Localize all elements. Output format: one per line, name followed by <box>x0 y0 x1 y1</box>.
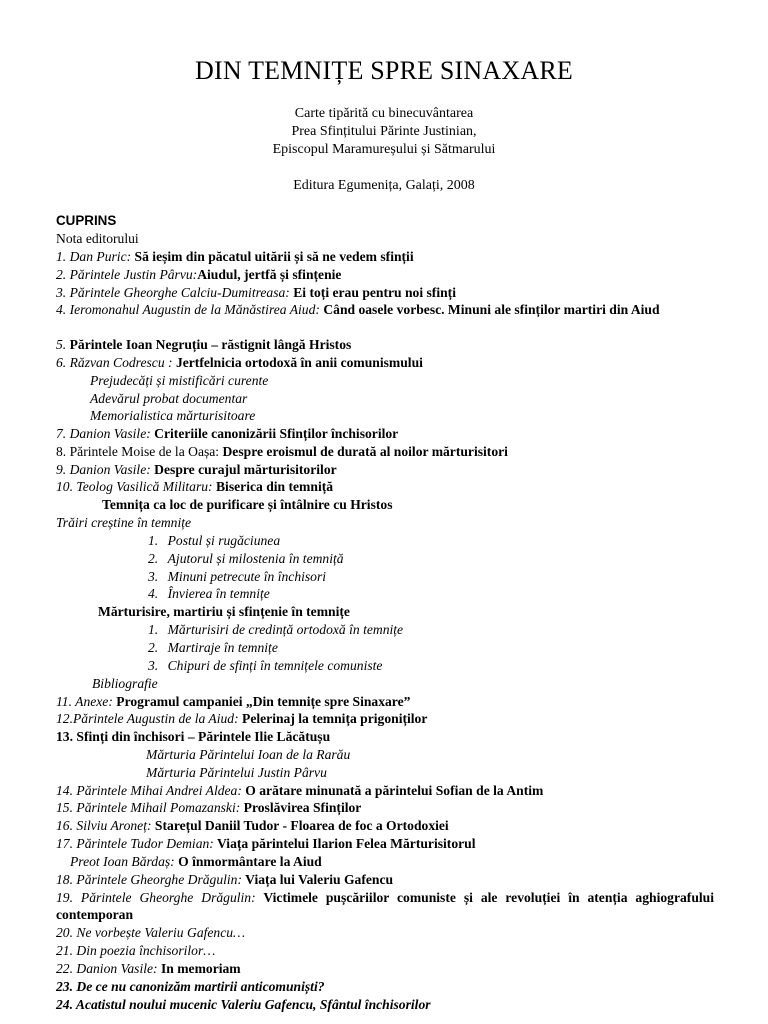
toc-subitem: Prejudecăți și mistificări curente <box>90 373 269 388</box>
toc-item-title: Despre curajul mărturisitorilor <box>150 462 337 477</box>
toc-subitem-label: Mărturisiri de credință ortodoxă în temnițe <box>167 622 404 637</box>
toc-subitem <box>148 621 403 638</box>
toc-item-title: Aiudul, jertfă și sfințenie <box>197 267 342 282</box>
toc-item-author: 12.Părintele Augustin de la Aiud: <box>56 711 239 726</box>
toc-item-title: Pelerinaj la temnița prigoniților <box>238 711 428 726</box>
toc-section-title: Mărturisire, martiriu și sfințenie în temnițe <box>98 604 350 619</box>
toc-item <box>56 835 475 852</box>
toc-item-author: 3. Părintele Gheorghe Calciu-Dumitreasa: <box>56 285 290 300</box>
toc-item-title: O arătare minunată a părintelui Sofian de la Antim <box>241 783 544 798</box>
toc-item <box>56 710 427 727</box>
toc-item: 23. De ce nu canonizăm martirii anticomuniști? <box>56 979 325 994</box>
toc-item-title: O înmormântare la Aiud <box>174 854 322 869</box>
toc-subitem-number: 4. <box>148 586 159 601</box>
book-title: DIN TEMNIȚE SPRE SINAXARE <box>195 56 573 85</box>
toc-item-title: Proslăvirea Sfinților <box>240 800 362 815</box>
toc-subitem <box>148 568 326 585</box>
toc-item-author: 1. Dan Puric: <box>56 249 132 264</box>
toc-subitem: Mărturia Părintelui Justin Pârvu <box>146 765 327 780</box>
toc-item <box>56 336 351 353</box>
toc-item-author: 7. Danion Vasile: <box>56 426 151 441</box>
toc-subitem: Memorialistica mărturisitoare <box>90 408 256 423</box>
toc-item-author: 4. Ieromonahul Augustin de la Mănăstirea Aiud: <box>56 302 320 317</box>
toc-subitem <box>148 550 344 567</box>
toc-item: 13. Sfinți din închisori – Părintele Ilie Lăcătușu <box>56 729 331 744</box>
toc-item <box>56 248 414 265</box>
toc-item-number: 5. <box>56 337 67 352</box>
toc-item-author: 18. Părintele Gheorghe Drăgulin: <box>56 872 243 887</box>
toc-item <box>56 889 714 923</box>
toc-subitem: Bibliografie <box>92 676 158 691</box>
toc-item-title: Să ieșim din păcatul uitării și să ne vedem sfinții <box>131 249 414 264</box>
toc-subitem <box>148 657 382 674</box>
toc-item <box>56 782 543 799</box>
toc-subitem: Adevărul probat documentar <box>90 391 248 406</box>
toc-item-title: Victimele pușcăriilor comuniste și ale revoluției în atenția aghiografului contemporan <box>56 890 714 922</box>
toc-item-author: 2. Părintele Justin Pârvu: <box>56 267 198 282</box>
toc-section-title: Temnița ca loc de purificare și întâlnire cu Hristos <box>102 497 393 512</box>
toc-item-title: Starețul Daniil Tudor - Floarea de foc a Ortodoxiei <box>151 818 449 833</box>
toc-item-title: Viața lui Valeriu Gafencu <box>242 872 394 887</box>
toc-item-author: 14. Părintele Mihai Andrei Aldea: <box>56 783 242 798</box>
toc-item-label: Nota editorului <box>56 231 139 246</box>
toc-item-title: Criteriile canonizării Sfinților închisorilor <box>150 426 399 441</box>
toc-item-title: Părintele Ioan Negruțiu – răstignit lângă Hristos <box>66 337 352 352</box>
toc-item <box>56 354 423 371</box>
toc-subitem <box>148 585 270 602</box>
toc-subitem-label: Minuni petrecute în închisori <box>167 569 327 584</box>
toc-item <box>56 443 508 460</box>
toc-item-author: 15. Părintele Mihail Pomazanski: <box>56 800 241 815</box>
toc-item-author: 10. Teolog Vasilică Militaru: <box>56 479 213 494</box>
toc-subitem-number: 1. <box>148 622 159 637</box>
toc-item-title: Jertfelnicia ortodoxă în anii comunismului <box>172 355 423 370</box>
toc-subitem <box>148 532 280 549</box>
toc-subitem-label: Chipuri de sfinți în temnițele comuniste <box>167 658 383 673</box>
toc-item-title: Biserica din temniță <box>212 479 334 494</box>
toc-item-author: 19. Părintele Gheorghe Drăgulin: <box>56 890 256 905</box>
toc-subitem-number: 1. <box>148 533 159 548</box>
toc-item <box>56 799 361 816</box>
toc-item-author: 8. Părintele Moise de la Oașa: <box>56 444 220 459</box>
toc-item <box>56 230 139 247</box>
toc-item-author: 22. Danion Vasile: <box>56 961 158 976</box>
toc-item <box>56 693 410 710</box>
toc-item: 24. Acatistul noului mucenic Valeriu Gafencu, Sfântul închisorilor <box>56 997 431 1012</box>
publisher-line: Editura Egumenița, Galați, 2008 <box>293 178 475 193</box>
toc-item <box>70 853 322 870</box>
toc-item <box>56 461 337 478</box>
toc-subitem-number: 3. <box>148 569 159 584</box>
toc-item-author: 9. Danion Vasile: <box>56 462 151 477</box>
toc-item <box>56 817 449 834</box>
toc-item-title: Ei toți erau pentru noi sfinți <box>289 285 456 300</box>
toc-item <box>56 301 714 318</box>
toc-subitem <box>148 639 278 656</box>
toc-item-author: 17. Părintele Tudor Demian: <box>56 836 214 851</box>
toc-item <box>56 425 398 442</box>
blessing-line-1: Carte tipărită cu binecuvântarea <box>294 106 474 121</box>
toc-subitem-label: Martiraje în temnițe <box>167 640 278 655</box>
toc-subitem-label: Postul și rugăciunea <box>167 533 281 548</box>
toc-item-title: In memoriam <box>157 961 241 976</box>
toc-item-author: Preot Ioan Bărdaș: <box>70 854 175 869</box>
toc-subitem: Mărturia Părintelui Ioan de la Rarău <box>146 747 351 762</box>
blessing-line-3: Episcopul Maramureșului și Sătmarului <box>272 142 496 157</box>
toc-item-author: 16. Silviu Aroneț: <box>56 818 152 833</box>
toc-item <box>56 871 393 888</box>
toc-item-title: Când oasele vorbesc. Minuni ale sfinților martiri din Aiud <box>319 302 660 317</box>
toc-item <box>56 960 241 977</box>
toc-subitem-label: Ajutorul și milostenia în temniță <box>167 551 344 566</box>
toc-section-title: Trăiri creștine în temnițe <box>56 515 192 530</box>
toc-heading: CUPRINS <box>56 213 117 228</box>
toc-subitem-label: Învierea în temnițe <box>167 586 270 601</box>
toc-item <box>56 266 341 283</box>
toc-item <box>56 284 456 301</box>
toc-item-title: Viața părintelui Ilarion Felea Mărturisitorul <box>213 836 476 851</box>
toc-item: 21. Din poezia închisorilor… <box>56 943 216 958</box>
toc-subitem-number: 2. <box>148 640 159 655</box>
toc-item-author: 11. Anexe: <box>56 694 113 709</box>
toc-item: 20. Ne vorbește Valeriu Gafencu… <box>56 925 246 940</box>
blessing-line-2: Prea Sfințitului Părinte Justinian, <box>291 124 477 139</box>
toc-item-title: Programul campaniei „Din temnițe spre Sinaxare” <box>112 694 411 709</box>
toc-subitem-number: 2. <box>148 551 159 566</box>
toc-item-title: Despre eroismul de durată al noilor mărturisitori <box>219 444 508 459</box>
toc-subitem-number: 3. <box>148 658 159 673</box>
toc-item-author: 6. Răzvan Codrescu : <box>56 355 173 370</box>
toc-item <box>56 478 333 495</box>
